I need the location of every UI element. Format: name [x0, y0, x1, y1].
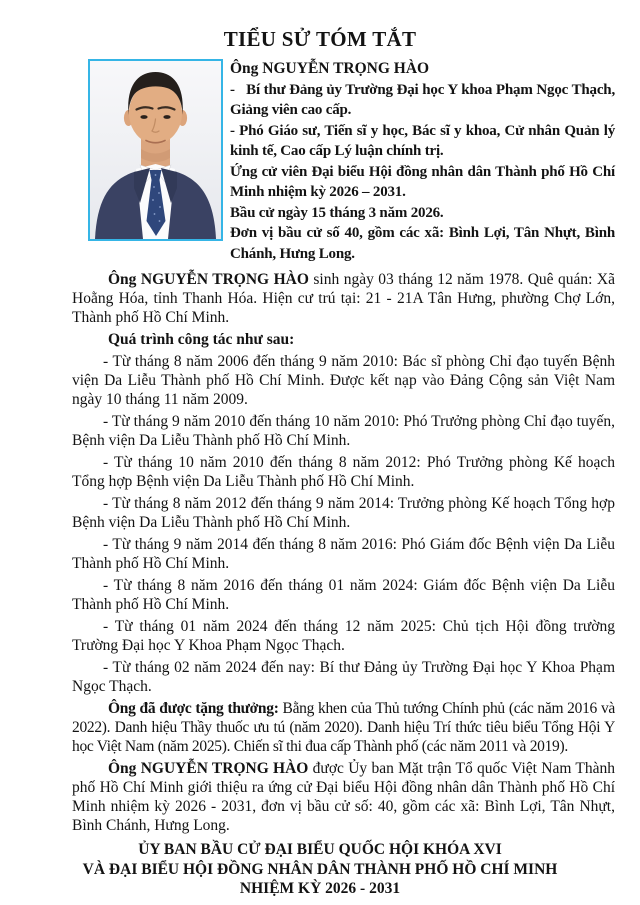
career-item: - Từ tháng 02 năm 2024 đến nay: Bí thư Đảng ủy Trường Đại học Y Khoa Phạm Ngọc Thạch.	[72, 659, 615, 695]
career-item: - Từ tháng 8 năm 2012 đến tháng 9 năm 2014: Trưởng phòng Kế hoạch Tổng hợp Bệnh viện Da Liễu Thành phố Hồ Chí Minh.	[72, 495, 615, 531]
intro-name: Ông NGUYỄN TRỌNG HÀO	[108, 271, 309, 288]
footer-line-3: NHIỆM KỲ 2026 - 2031	[239, 880, 401, 897]
career-item: - Từ tháng 9 năm 2010 đến tháng 10 năm 2010: Phó Trưởng phòng Chỉ đạo tuyến, Bệnh viện Da Liễu Thành phố Hồ Chí Minh.	[72, 413, 615, 449]
profile-summary	[230, 59, 615, 264]
intro-text: sinh ngày 03 tháng 12 năm 1978. Quê quán: Xã Hoằng Hóa, tỉnh Thanh Hóa. Hiện cư trú tại: 21 - 21A Tân Hưng, phường Chợ Lớn, Thành phố Hồ Chí Minh.	[72, 271, 615, 326]
candidate-name: Ông NGUYỄN TRỌNG HÀO	[230, 60, 430, 77]
profile-summary-item: Bầu cử ngày 15 tháng 3 năm 2026.	[230, 204, 444, 221]
career-item: - Từ tháng 8 năm 2006 đến tháng 9 năm 2010: Bác sĩ phòng Chỉ đạo tuyến Bệnh viện Da Liễu Thành phố Hồ Chí Minh. Được kết nạp vào Đảng Cộng sản Việt Nam ngày 10 tháng 11 năm 2009.	[72, 353, 615, 408]
profile-summary-item: - Bí thư Đảng ủy Trường Đại học Y khoa Phạm Ngọc Thạch, Giảng viên cao cấp.	[230, 81, 615, 118]
awards-text: Bằng khen của Thủ tướng Chính phủ (các năm 2016 và 2022). Danh hiệu Thầy thuốc ưu tú (năm 2020). Danh hiệu Trí thức tiêu biểu Tổng Hội Y học Việt Nam (năm 2025). Chiến sĩ thi đua cấp Thành phố (các năm 2011 và 2019).	[72, 700, 615, 755]
nomination-paragraph	[72, 759, 615, 835]
career-item: - Từ tháng 8 năm 2016 đến tháng 01 năm 2024: Giám đốc Bệnh viện Da Liễu Thành phố Hồ Chí Minh.	[72, 577, 615, 613]
portrait-photo	[90, 61, 221, 239]
career-list	[72, 352, 615, 696]
profile-summary-item: Đơn vị bầu cử số 40, gồm các xã: Bình Lợi, Tân Nhựt, Bình Chánh, Hưng Long.	[230, 225, 615, 262]
profile-summary-item: Ứng cử viên Đại biểu Hội đồng nhân dân Thành phố Hồ Chí Minh nhiệm kỳ 2026 – 2031.	[230, 163, 615, 200]
portrait-photo-frame	[88, 59, 223, 241]
career-item: - Từ tháng 10 năm 2010 đến tháng 8 năm 2012: Phó Trưởng phòng Kế hoạch Tổng hợp Bệnh viện Da Liễu Thành phố Hồ Chí Minh.	[72, 454, 615, 490]
career-item: - Từ tháng 9 năm 2014 đến tháng 8 năm 2016: Phó Giám đốc Bệnh viện Da Liễu Thành phố Hồ Chí Minh.	[72, 536, 615, 572]
awards-paragraph	[72, 699, 615, 756]
footer-line-2: VÀ ĐẠI BIỂU HỘI ĐỒNG NHÂN DÂN THÀNH PHỐ HỒ CHÍ MINH	[82, 860, 558, 878]
document-body	[0, 59, 640, 835]
awards-lead: Ông đã được tặng thưởng:	[108, 700, 279, 717]
nomination-lead: Ông NGUYỄN TRỌNG HÀO	[108, 760, 309, 777]
career-item: - Từ tháng 01 năm 2024 đến tháng 12 năm 2025: Chủ tịch Hội đồng trường Trường Đại học Y Khoa Phạm Ngọc Thạch.	[72, 618, 615, 654]
biography-text	[72, 270, 615, 835]
nomination-text: được Ủy ban Mặt trận Tổ quốc Việt Nam Thành phố Hồ Chí Minh giới thiệu ra ứng cử Đại biểu Hội đồng nhân dân Thành phố Hồ Chí Minh nhiệm kỳ 2026 - 2031, đơn vị bầu cử số: 40, gồm các xã: Bình Lợi, Tân Nhựt, Bình Chánh, Hưng Long.	[72, 760, 615, 834]
document-title: TIỂU SỬ TÓM TẮT	[223, 27, 417, 51]
profile-header	[72, 59, 615, 264]
election-committee-footer	[0, 840, 640, 899]
career-heading: Quá trình công tác như sau:	[108, 331, 295, 348]
intro-paragraph	[72, 270, 615, 327]
profile-summary-list	[230, 80, 615, 265]
footer-line-1: ỦY BAN BẦU CỬ ĐẠI BIỂU QUỐC HỘI KHÓA XVI	[138, 841, 502, 858]
profile-summary-item: - Phó Giáo sư, Tiến sĩ y học, Bác sĩ y khoa, Cử nhân Quản lý kinh tế, Cao cấp Lý luận chính trị.	[230, 122, 615, 159]
